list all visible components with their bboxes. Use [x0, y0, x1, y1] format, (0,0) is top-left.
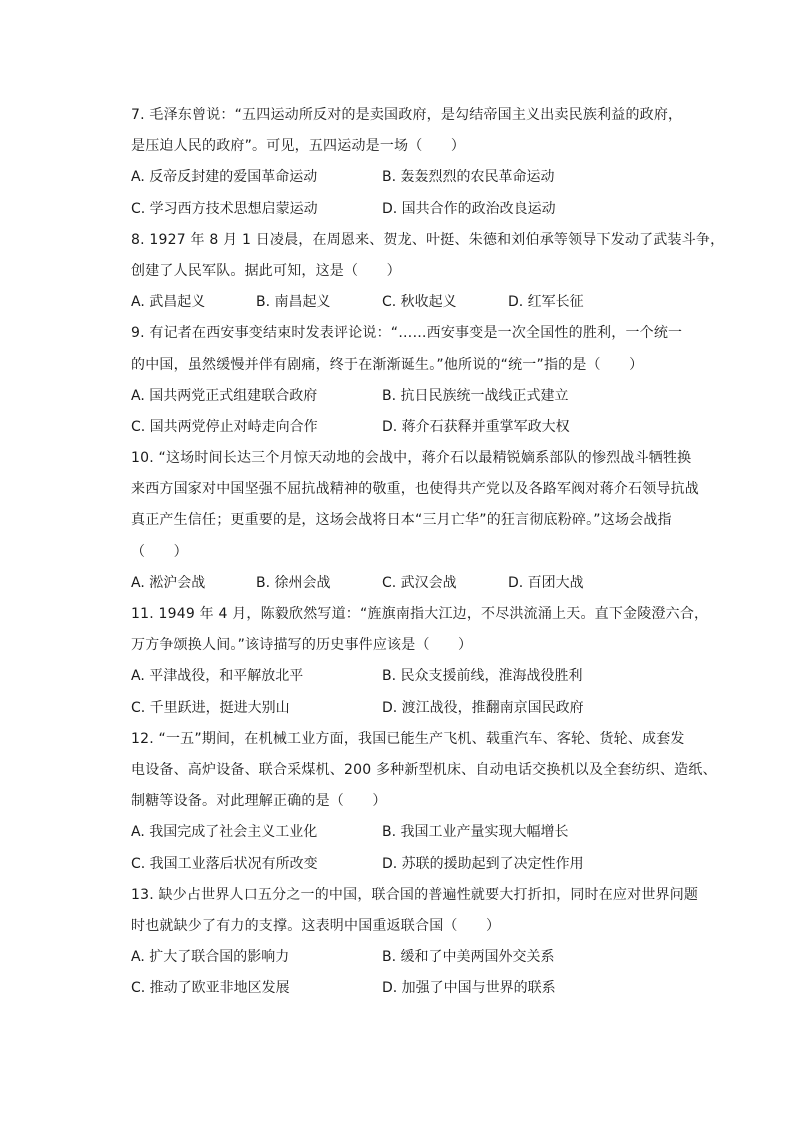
question-list — [131, 102, 725, 1006]
question-10-option-a: A. 淞沪会战 — [131, 574, 206, 591]
question-11-stem-line-1: 11. 1949 年 4 月，陈毅欣然写道：“旌旗南指大江边，不尽洪流涌上天。直下金陵澄六合， — [131, 606, 709, 622]
question-13-options-row-1 — [131, 944, 703, 975]
question-7-option-c: C. 学习西方技术思想启蒙运动 — [131, 200, 318, 217]
question-7 — [131, 102, 703, 227]
question-12-options-row-1 — [131, 819, 703, 850]
question-9-option-c: C. 国共两党停止对峙走向合作 — [131, 418, 318, 435]
question-11-options-row-1 — [131, 663, 703, 694]
question-11-option-d: D. 渡江战役，推翻南京国民政府 — [382, 699, 584, 716]
question-7-option-d: D. 国共合作的政治改良运动 — [382, 200, 556, 217]
question-7-option-b: B. 轰轰烈烈的农民革命运动 — [382, 169, 555, 186]
question-11-stem-line-2: 万方争颂换人间。”该诗描写的历史事件应该是（ ） — [131, 637, 473, 654]
question-10-option-d: D. 百团大战 — [508, 574, 584, 591]
question-8-option-b: B. 南昌起义 — [256, 294, 331, 311]
question-7-stem-line-1: 7. 毛泽东曾说：“五四运动所反对的是卖国政府，是勾结帝国主义出卖民族利益的政府， — [131, 107, 683, 123]
question-10-stem-line-2: 来西方国家对中国坚强不屈抗战精神的敬重，也使得共产党以及各路军阀对蒋介石领导抗战 — [131, 481, 699, 498]
question-7-stem-line-2: 是压迫人民的政府”。可见，五四运动是一场（ ） — [131, 138, 466, 155]
question-8-option-c: C. 秋收起义 — [382, 294, 457, 311]
question-10-stem-line-3: 真正产生信任；更重要的是，这场会战将日本“三月亡华”的狂言彻底粉碎。”这场会战指 — [131, 512, 672, 529]
question-13-stem-line-2: 时也就缺少了有力的支撑。这表明中国重返联合国（ ） — [131, 917, 501, 934]
question-10-options-row — [131, 570, 703, 601]
question-13-option-a: A. 扩大了联合国的影响力 — [131, 949, 290, 966]
question-12-option-c: C. 我国工业落后状况有所改变 — [131, 855, 318, 872]
question-7-option-a: A. 反帝反封建的爱国革命运动 — [131, 169, 318, 186]
question-8-option-a: A. 武昌起义 — [131, 294, 206, 311]
question-8-stem-line-2: 创建了人民军队。据此可知，这是（ ） — [131, 262, 401, 279]
question-9-stem-line-1: 9. 有记者在西安事变结束时发表评论说：“……西安事变是一次全国性的胜利，一个统一 — [131, 325, 683, 342]
question-9-option-b: B. 抗日民族统一战线正式建立 — [382, 387, 569, 404]
question-8-option-d: D. 红军长征 — [508, 294, 584, 311]
question-10-stem-line-1: 10. “这场时间长达三个月惊天动地的会战中，蒋介石以最精锐嫡系部队的惨烈战斗牺牲换 — [131, 450, 692, 467]
question-12-stem-line-2: 电设备、高炉设备、联合采煤机、200 多种新型机床、自动电话交换机以及全套纺织、造纸、 — [131, 761, 717, 778]
question-10-stem-line-4: （ ） — [131, 543, 188, 560]
question-13-option-c: C. 推动了欧亚非地区发展 — [131, 980, 290, 997]
question-9-option-d: D. 蒋介石获释并重掌军政大权 — [382, 418, 570, 435]
question-9-option-a: A. 国共两党正式组建联合政府 — [131, 387, 318, 404]
question-13 — [131, 882, 703, 1007]
question-7-options-row-2 — [131, 196, 703, 227]
question-8 — [131, 227, 725, 321]
question-8-stem-line-1: 8. 1927 年 8 月 1 日凌晨，在周恩来、贺龙、叶挺、朱德和刘伯承等领导下发动了武装斗争， — [131, 231, 725, 248]
question-8-options-row — [131, 289, 703, 320]
question-12-stem-line-3: 制糖等设备。对此理解正确的是（ ） — [131, 793, 387, 810]
question-10 — [131, 445, 703, 601]
question-9 — [131, 320, 703, 445]
question-12-stem-line-1: 12. “一五”期间，在机械工业方面，我国已能生产飞机、载重汽车、客轮、货轮、成套发 — [131, 730, 685, 747]
question-9-stem-line-2: 的中国，虽然缓慢并伴有剧痛，终于在渐渐诞生。”他所说的“统一”指的是（ ） — [131, 356, 644, 373]
question-9-options-row-1 — [131, 383, 703, 414]
question-10-option-c: C. 武汉会战 — [382, 574, 457, 591]
question-12-option-d: D. 苏联的援助起到了决定性作用 — [382, 855, 584, 872]
question-11 — [131, 601, 709, 726]
question-13-option-d: D. 加强了中国与世界的联系 — [382, 980, 556, 997]
question-12 — [131, 726, 717, 882]
question-12-option-a: A. 我国完成了社会主义工业化 — [131, 824, 318, 841]
question-7-options-row-1 — [131, 164, 703, 195]
question-10-option-b: B. 徐州会战 — [256, 574, 331, 591]
question-11-option-b: B. 民众支援前线，淮海战役胜利 — [382, 668, 583, 685]
question-12-option-b: B. 我国工业产量实现大幅增长 — [382, 824, 569, 841]
question-13-options-row-2 — [131, 975, 703, 1006]
question-13-stem-line-1: 13. 缺少占世界人口五分之一的中国，联合国的普遍性就要大打折扣，同时在应对世界问题 — [131, 886, 699, 903]
question-11-options-row-2 — [131, 695, 703, 726]
question-13-option-b: B. 缓和了中美两国外交关系 — [382, 949, 555, 966]
question-12-options-row-2 — [131, 851, 703, 882]
question-11-option-c: C. 千里跃进，挺进大别山 — [131, 699, 290, 716]
question-11-option-a: A. 平津战役，和平解放北平 — [131, 668, 304, 685]
question-9-options-row-2 — [131, 414, 703, 445]
